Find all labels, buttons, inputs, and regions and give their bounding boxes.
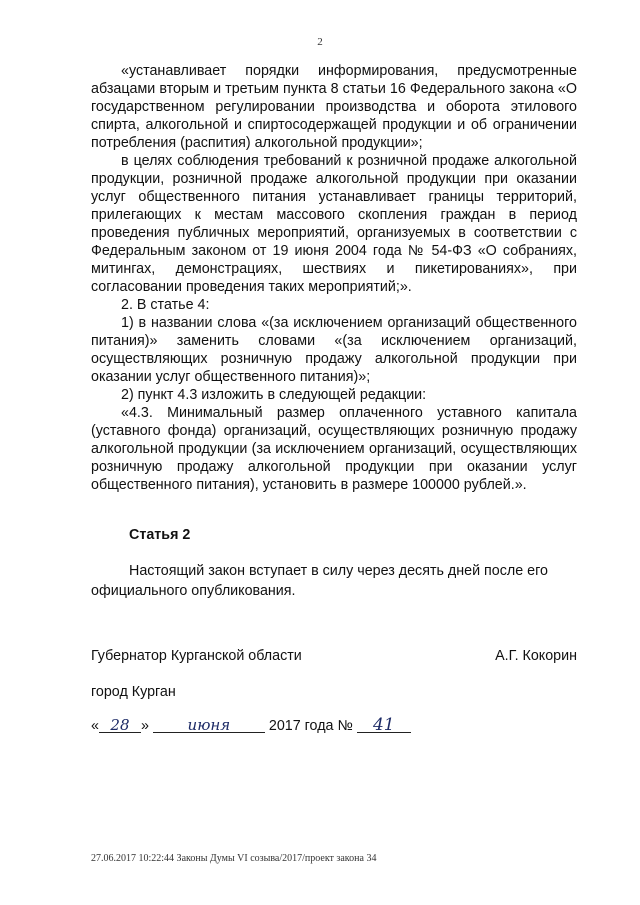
footer-path: 27.06.2017 10:22:44 Законы Думы VI созыва/2017/проект закона 34	[91, 853, 377, 864]
paragraph: 2. В статье 4:	[121, 297, 210, 313]
handwritten-day: 28	[99, 718, 141, 733]
close-quote: »	[140, 718, 149, 734]
article-body	[91, 561, 577, 601]
handwritten-month: июня	[153, 718, 265, 733]
article-heading: Статья 2	[129, 527, 191, 543]
paragraph: «устанавливает порядки информирования, предусмотренные абзацами вторым и третьим пункта 8 статьи 16 Федерального закона «О государственном регулировании производства и оборота этилового спирта, алкогольной и спиртосодержащей продукции и об ограничении потребления (распития) алкогольной продукции»;	[91, 63, 577, 151]
paragraph: 2) пункт 4.3 изложить в следующей редакции:	[121, 387, 427, 403]
paragraph: в целях соблюдения требований к розничной продаже алкогольной продукции, розничной продаже алкогольной продукции при оказании услуг общественного питания устанавливает границы территорий, прилегающих к местам массового скопления граждан в период проведения публичных мероприятий, организуемых в соответствии с Федеральным законом от 19 июня 2004 года № 54-ФЗ «О собраниях, митингах, демонстрациях, шествиях и пикетированиях», при согласовании проведения таких мероприятий;».	[91, 153, 577, 295]
handwritten-number: 41	[357, 718, 411, 733]
signatory-name: А.Г. Кокорин	[495, 648, 577, 664]
date-line	[91, 715, 411, 735]
paragraph: Настоящий закон вступает в силу через десять дней после его официального опубликования.	[91, 563, 548, 599]
signatory-title: Губернатор Курганской области	[91, 648, 302, 664]
page-number: 2	[317, 36, 323, 48]
city-line: город Курган	[91, 684, 176, 700]
paragraph: 1) в названии слова «(за исключением организаций общественного питания)» заменить словами «(за исключением организаций, осуществляющих розничную продажу алкогольной продукции при оказании услуг общественного питания)»;	[91, 315, 577, 385]
year-text: 2017 года №	[268, 718, 353, 734]
paragraph: «4.3. Минимальный размер оплаченного уставного капитала (уставного фонда) организаций, осуществляющих розничную продажу алкогольной продукции (за исключением организаций, осуществляющих розничную продажу алкогольной продукции при оказании услуг общественного питания), установить в размере 100000 рублей.».	[91, 405, 577, 493]
open-quote: «	[91, 718, 99, 734]
document-body	[91, 62, 577, 494]
